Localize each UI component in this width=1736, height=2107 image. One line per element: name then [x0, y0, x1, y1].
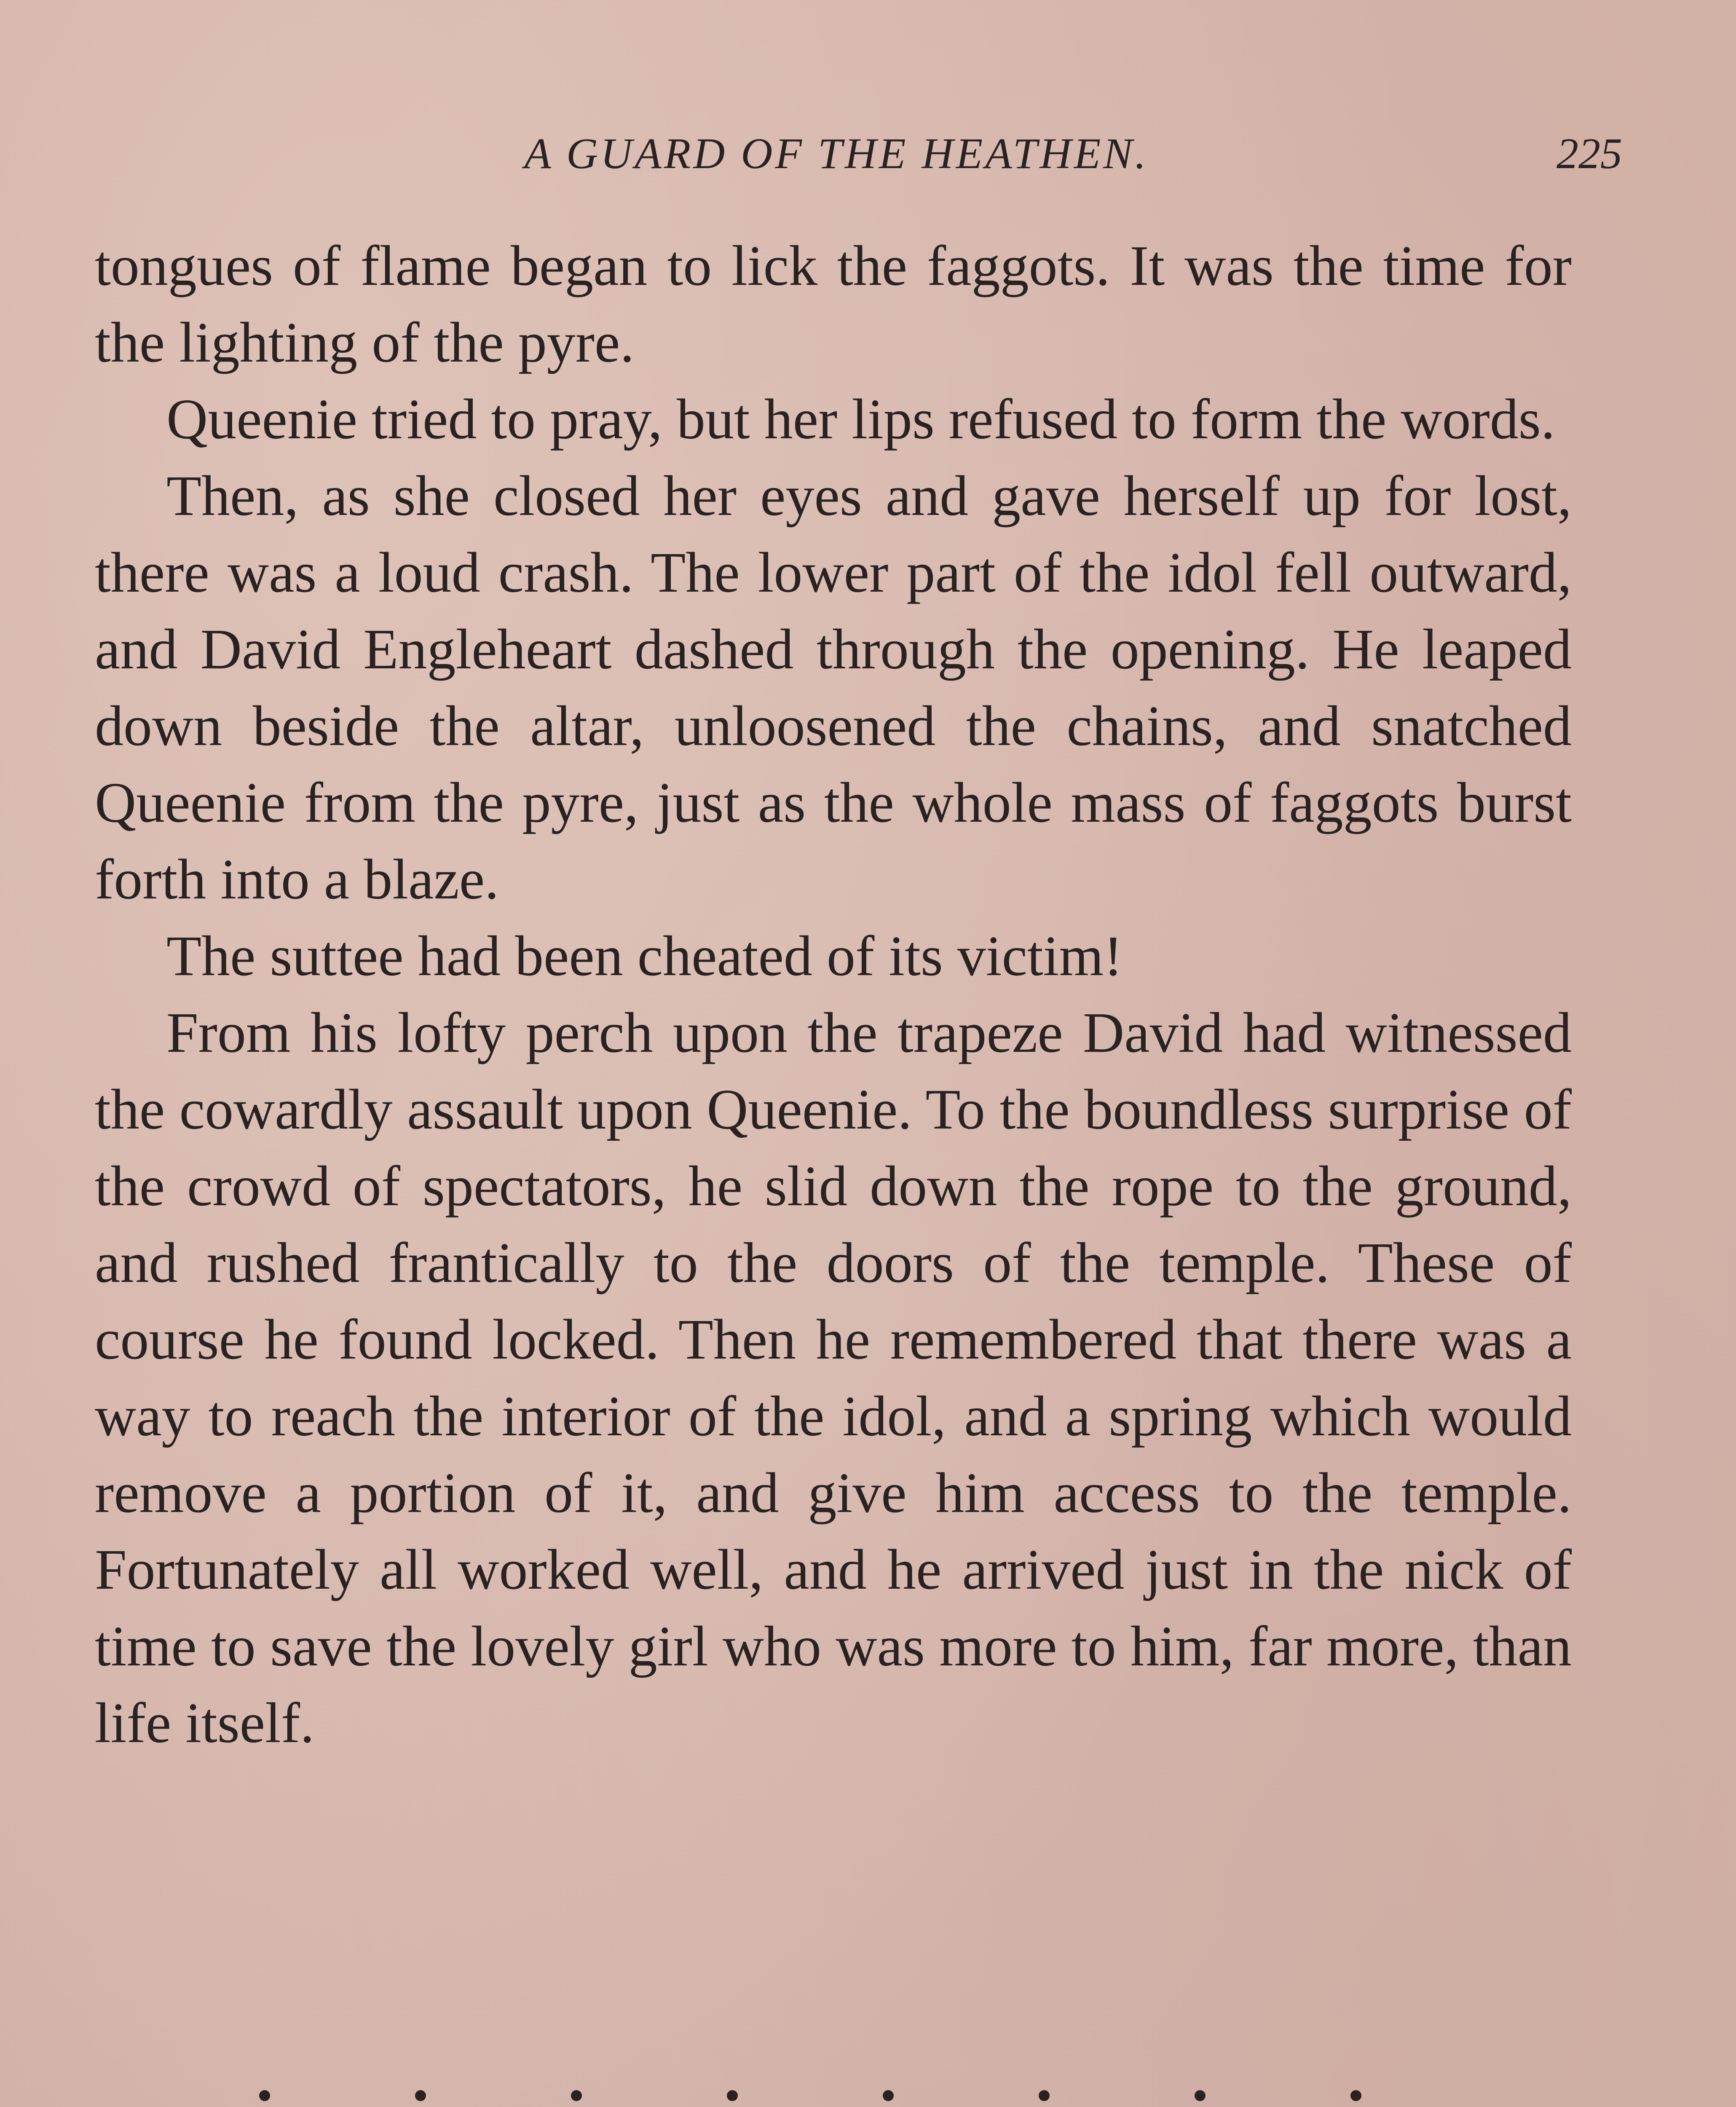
section-break-dots [95, 2073, 1572, 2107]
paragraph: From his lofty perch upon the trapeze David had witnessed the cowardly assault upon Queenie. To the boundless surprise of the crowd of spectators, he slid down the rope to the ground, and rushed frantically to the doors of the temple. These of course he found locked. Then he remembered that there was a way to reach the interior of the idol, and a spring which would remove a portion of it, and give him access to the temple. Fortunately all worked well, and he arrived just in the nick of time to save the lovely girl who was more to him, far more, than life itself. [95, 1001, 1572, 1755]
dot-divider [883, 2090, 894, 2101]
paragraph: Queenie tried to pray, but her lips refused to form the words. [166, 388, 1555, 451]
body-text-top [95, 228, 1572, 1761]
dot-divider [415, 2090, 426, 2101]
running-title: A GUARD OF THE HEATHEN. [524, 129, 1149, 178]
dot-divider [571, 2090, 582, 2101]
paragraph: The suttee had been cheated of its victim! [166, 925, 1123, 988]
dot-divider [1195, 2090, 1206, 2101]
paragraph: Then, as she closed her eyes and gave herself up for lost, there was a loud crash. The lower part of the idol fell outward, and David Engleheart dashed through the opening. He leaped down beside the altar, unloosened the chains, and snatched Queenie from the pyre, just as the whole mass of faggots burst forth into a blaze. [95, 464, 1572, 911]
running-head [101, 122, 1622, 185]
page-number: 225 [1557, 129, 1622, 178]
paragraph: tongues of flame began to lick the faggots. It was the time for the lighting of the pyre. [95, 234, 1572, 374]
dot-divider [1039, 2090, 1050, 2101]
dot-divider [1350, 2090, 1361, 2101]
dot-divider [259, 2090, 270, 2101]
dot-divider [727, 2090, 738, 2101]
